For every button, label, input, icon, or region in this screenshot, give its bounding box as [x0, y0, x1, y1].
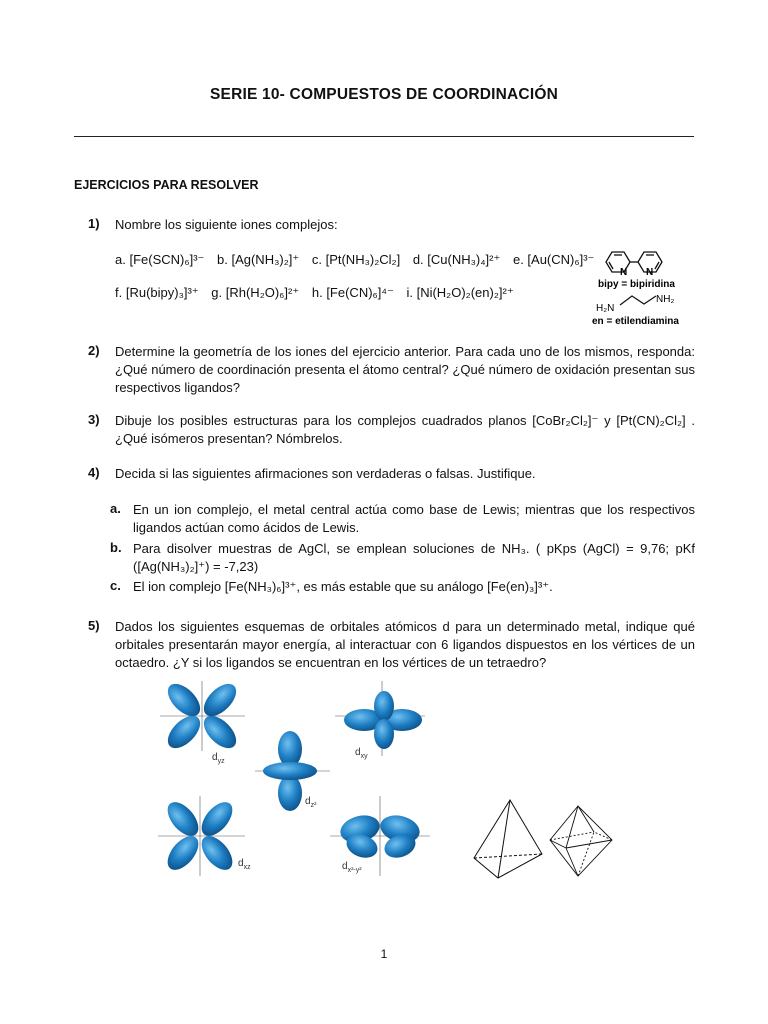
page-number: 1 [380, 947, 388, 961]
complex-i: i. [Ni(H₂O)₂(en)₂]²⁺ [406, 285, 514, 300]
q1-text: Nombre los siguiente iones complejos: [115, 217, 338, 232]
dx2y2-label: $d_{x^2-y^2}$ [342, 861, 362, 874]
bipy-n-atom-right: N [646, 267, 654, 278]
q3-text: Dibuje los posibles estructuras para los complejos cuadrados planos [CoBr₂Cl₂]⁻ y [Pt(CN)₂Cl₂] . ¿Qué isómeros presentan? Nómbrelos. [115, 413, 695, 446]
q3-number: 3) [88, 412, 100, 427]
dxy-label: $d_{xy}$ [355, 747, 368, 760]
q1-number: 1) [88, 216, 100, 231]
en-h2n: H₂N [596, 303, 615, 314]
q4b-letter: b. [110, 540, 122, 555]
title-divider [74, 136, 694, 137]
q4a-text: En un ion complejo, el metal central actúa como base de Lewis; mientras que los respectivos ligandos actúan como ácidos de Lewis. [133, 502, 695, 535]
complex-b: b. [Ag(NH₃)₂]⁺ [217, 252, 300, 267]
d-orbitals-figure [150, 676, 450, 886]
q1-row1 [115, 252, 603, 268]
dz2-orbital [255, 731, 330, 811]
dxz-orbital [158, 796, 251, 876]
complex-h: h. [Fe(CN)₆]⁴⁻ [311, 285, 394, 300]
complex-d: d. [Cu(NH₃)₄]²⁺ [412, 252, 501, 267]
dxz-label: $d_{xz}$ [238, 858, 251, 871]
ligand-structures-figure [592, 240, 702, 330]
q2-text: Determine la geometría de los iones del ejercicio anterior. Para cada uno de los mismos, responda: ¿Qué número de coordinación presenta el átomo central? ¿Qué número de oxidación presentan sus respectivos ligandos? [115, 344, 695, 395]
octahedron-shape [550, 806, 612, 876]
page-title: SERIE 10- COMPUESTOS DE COORDINACIÓN [210, 86, 558, 103]
complex-g: g. [Rh(H₂O)₆]²⁺ [211, 285, 300, 300]
bipy-label: bipy = bipiridina [598, 279, 675, 290]
q4-text: Decida si las siguientes afirmaciones son verdaderas o falsas. Justifique. [115, 466, 536, 481]
q1-row2 [115, 285, 523, 301]
complex-c: c. [Pt(NH₃)₂Cl₂] [311, 252, 401, 267]
geometry-figure [470, 796, 620, 882]
dx2y2-orbital [330, 796, 430, 876]
q5-number: 5) [88, 618, 100, 633]
tetrahedron-shape [474, 800, 542, 878]
en-label: en = etilendiamina [592, 316, 679, 327]
complex-f: f. [Ru(bipy)₃]³⁺ [115, 285, 199, 300]
dz2-label: $d_{z^2}$ [305, 796, 317, 809]
q4-number: 4) [88, 465, 100, 480]
q4a-letter: a. [110, 501, 121, 516]
ethylenediamine-structure [620, 296, 656, 305]
dyz-label: $d_{yz}$ [212, 752, 225, 765]
section-heading: EJERCICIOS PARA RESOLVER [74, 178, 259, 192]
q4c-text: El ion complejo [Fe(NH₃)₆]³⁺, es más estable que su análogo [Fe(en)₃]³⁺. [133, 579, 553, 594]
complex-e: e. [Au(CN)₆]³⁻ [512, 252, 595, 267]
dyz-orbital [160, 678, 245, 765]
q2-number: 2) [88, 343, 100, 358]
bipyridine-structure [606, 252, 662, 272]
en-nh2: NH₂ [656, 294, 675, 305]
q5-text: Dados los siguientes esquemas de orbitales atómicos d para un determinado metal, indique qué orbitales presentarán mayor energía, al interactuar con 6 ligandos dispuestos en los vértices de un octaedro. ¿Y si los ligandos se encuentran en los vértices de un tetraedro? [115, 619, 695, 670]
q4b-text: Para disolver muestras de AgCl, se emplean soluciones de NH₃. ( pKps (AgCl) = 9,76; pKf ([Ag(NH₃)₂]⁺) = -7,23) [133, 541, 695, 574]
bipy-n-atom-left: N [620, 267, 628, 278]
q4c-letter: c. [110, 578, 121, 593]
dxy-orbital [335, 681, 425, 760]
complex-a: a. [Fe(SCN)₆]³⁻ [115, 252, 205, 267]
